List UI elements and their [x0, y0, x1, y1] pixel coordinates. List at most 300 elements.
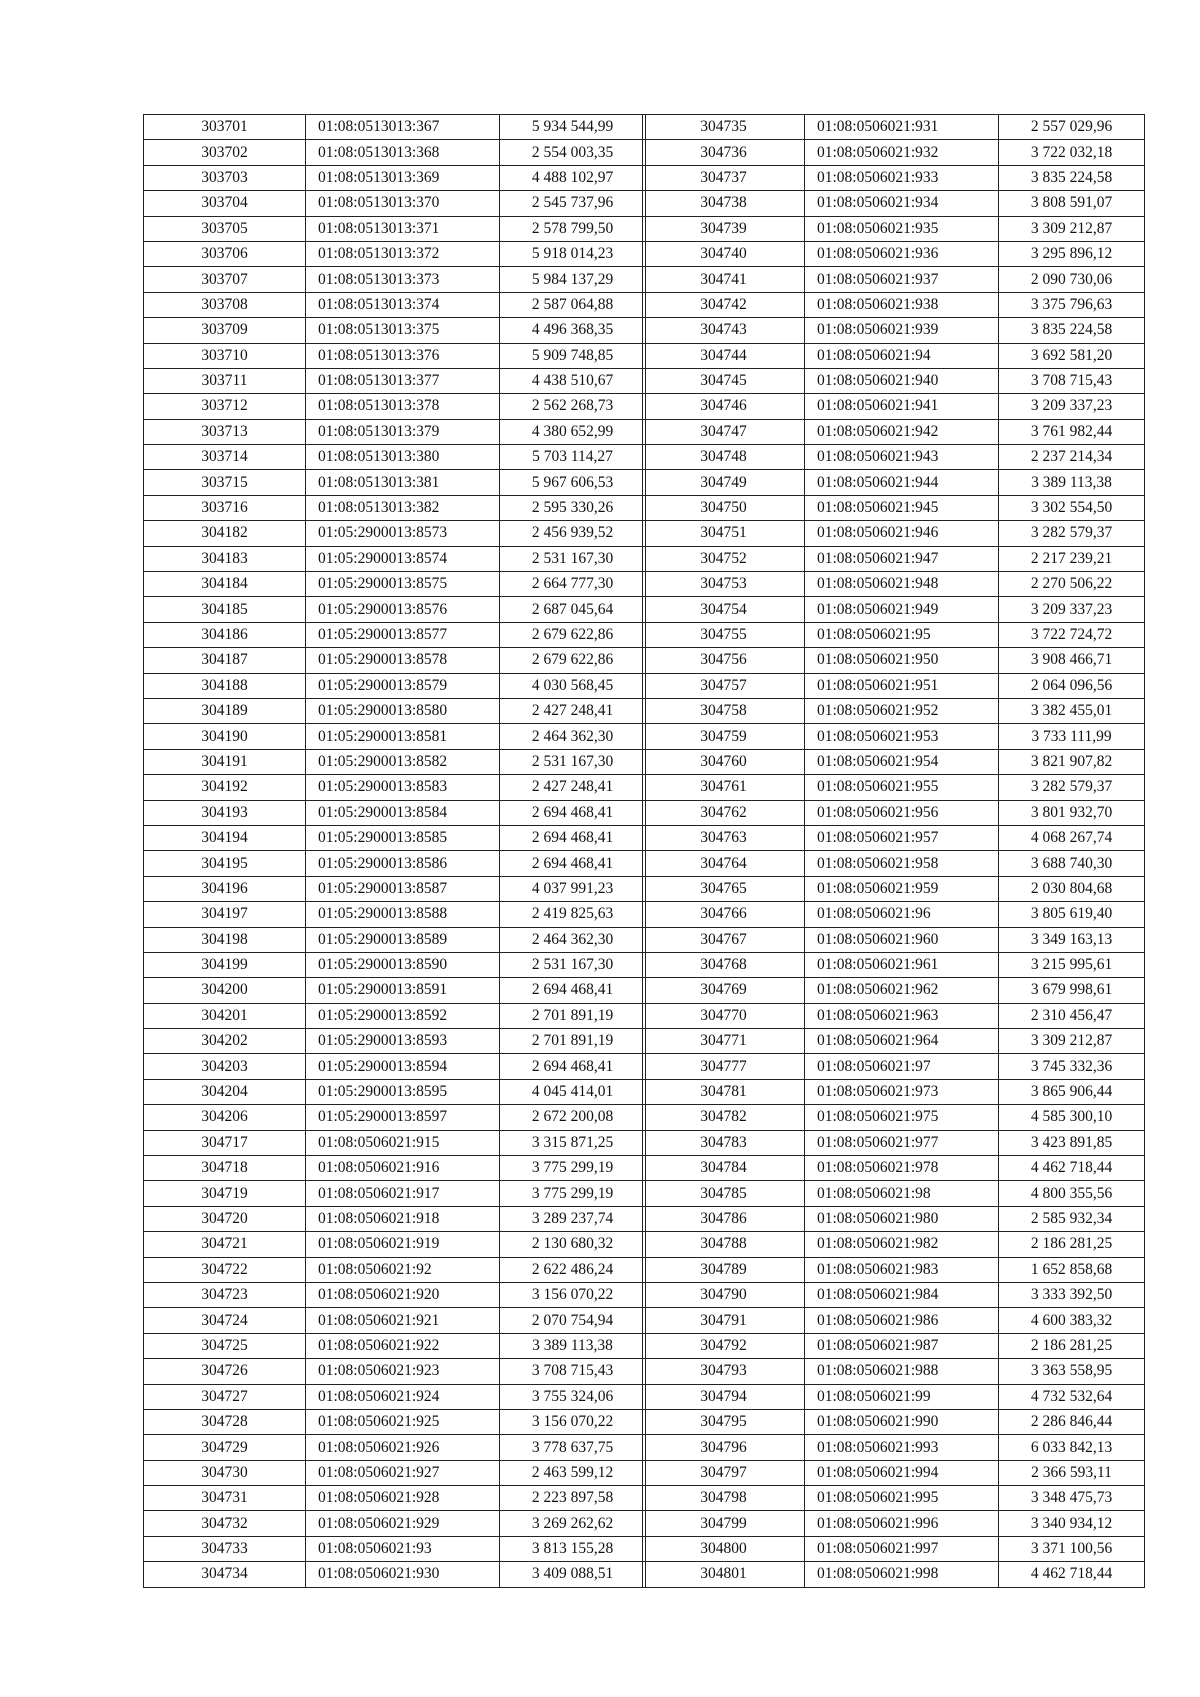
id-cell: 304754 — [643, 597, 805, 622]
cadastral-number-cell: 01:08:0506021:984 — [805, 1282, 999, 1307]
table-row — [643, 445, 1145, 470]
table-row — [144, 1308, 646, 1333]
cadastral-number-cell: 01:05:2900013:8579 — [306, 673, 500, 698]
value-cell: 2 223 897,58 — [500, 1486, 646, 1511]
id-cell: 303705 — [144, 216, 306, 241]
table-row — [643, 749, 1145, 774]
value-cell: 4 732 532,64 — [999, 1384, 1145, 1409]
table-row — [643, 343, 1145, 368]
table-row — [144, 1054, 646, 1079]
id-cell: 304765 — [643, 876, 805, 901]
value-cell: 2 186 281,25 — [999, 1333, 1145, 1358]
cadastral-number-cell: 01:05:2900013:8593 — [306, 1029, 500, 1054]
cadastral-number-cell: 01:08:0513013:368 — [306, 140, 500, 165]
value-cell: 2 286 846,44 — [999, 1409, 1145, 1434]
table-row — [643, 115, 1145, 140]
value-cell: 2 366 593,11 — [999, 1460, 1145, 1485]
value-cell: 3 348 475,73 — [999, 1486, 1145, 1511]
cadastral-number-cell: 01:08:0506021:958 — [805, 851, 999, 876]
table-row — [144, 191, 646, 216]
id-cell: 304735 — [643, 115, 805, 140]
id-cell: 304734 — [144, 1562, 306, 1587]
value-cell: 3 289 237,74 — [500, 1206, 646, 1231]
value-cell: 4 585 300,10 — [999, 1105, 1145, 1130]
value-cell: 2 531 167,30 — [500, 749, 646, 774]
value-cell: 4 068 267,74 — [999, 825, 1145, 850]
cadastral-number-cell: 01:08:0506021:938 — [805, 292, 999, 317]
value-cell: 4 037 991,23 — [500, 876, 646, 901]
cadastral-number-cell: 01:05:2900013:8597 — [306, 1105, 500, 1130]
cadastral-number-cell: 01:08:0506021:919 — [306, 1232, 500, 1257]
table-row — [144, 1435, 646, 1460]
value-cell: 3 302 554,50 — [999, 495, 1145, 520]
id-cell: 304725 — [144, 1333, 306, 1358]
cadastral-number-cell: 01:08:0506021:952 — [805, 698, 999, 723]
id-cell: 304190 — [144, 724, 306, 749]
cadastral-number-cell: 01:08:0506021:948 — [805, 572, 999, 597]
table-row — [144, 851, 646, 876]
id-cell: 304202 — [144, 1029, 306, 1054]
cadastral-number-cell: 01:08:0506021:990 — [805, 1409, 999, 1434]
cadastral-number-cell: 01:08:0506021:995 — [805, 1486, 999, 1511]
id-cell: 304719 — [144, 1181, 306, 1206]
cadastral-number-cell: 01:05:2900013:8592 — [306, 1003, 500, 1028]
id-cell: 304761 — [643, 775, 805, 800]
value-cell: 4 488 102,97 — [500, 165, 646, 190]
table-row — [144, 648, 646, 673]
value-cell: 3 423 891,85 — [999, 1130, 1145, 1155]
value-cell: 2 531 167,30 — [500, 952, 646, 977]
table-row — [144, 1105, 646, 1130]
value-cell: 3 315 871,25 — [500, 1130, 646, 1155]
value-cell: 3 692 581,20 — [999, 343, 1145, 368]
id-cell: 304182 — [144, 521, 306, 546]
value-cell: 4 045 414,01 — [500, 1079, 646, 1104]
cadastral-number-cell: 01:08:0506021:945 — [805, 495, 999, 520]
id-cell: 304801 — [643, 1562, 805, 1587]
cadastral-number-cell: 01:08:0506021:993 — [805, 1435, 999, 1460]
table-row — [643, 1384, 1145, 1409]
value-cell: 3 733 111,99 — [999, 724, 1145, 749]
cadastral-number-cell: 01:08:0513013:370 — [306, 191, 500, 216]
id-cell: 304720 — [144, 1206, 306, 1231]
cadastral-number-cell: 01:08:0513013:376 — [306, 343, 500, 368]
value-cell: 3 755 324,06 — [500, 1384, 646, 1409]
table-row — [643, 419, 1145, 444]
value-cell: 3 156 070,22 — [500, 1409, 646, 1434]
value-cell: 4 438 510,67 — [500, 368, 646, 393]
id-cell: 304192 — [144, 775, 306, 800]
value-cell: 3 375 796,63 — [999, 292, 1145, 317]
value-cell: 4 462 718,44 — [999, 1562, 1145, 1587]
value-cell: 2 130 680,32 — [500, 1232, 646, 1257]
id-cell: 304748 — [643, 445, 805, 470]
cadastral-number-cell: 01:08:0506021:937 — [805, 267, 999, 292]
id-cell: 304722 — [144, 1257, 306, 1282]
id-cell: 304790 — [643, 1282, 805, 1307]
table-row — [643, 318, 1145, 343]
table-row — [643, 952, 1145, 977]
id-cell: 304744 — [643, 343, 805, 368]
table-row — [144, 445, 646, 470]
id-cell: 304766 — [643, 902, 805, 927]
table-row — [643, 1181, 1145, 1206]
value-cell: 5 703 114,27 — [500, 445, 646, 470]
id-cell: 304729 — [144, 1435, 306, 1460]
table-row — [144, 724, 646, 749]
id-cell: 304794 — [643, 1384, 805, 1409]
table-row — [643, 1105, 1145, 1130]
value-cell: 3 722 032,18 — [999, 140, 1145, 165]
value-cell: 3 282 579,37 — [999, 521, 1145, 546]
table-row — [144, 1156, 646, 1181]
cadastral-number-cell: 01:08:0513013:380 — [306, 445, 500, 470]
value-cell: 3 688 740,30 — [999, 851, 1145, 876]
table-row — [643, 1460, 1145, 1485]
table-row — [643, 1511, 1145, 1536]
value-cell: 4 600 383,32 — [999, 1308, 1145, 1333]
table-row — [144, 597, 646, 622]
cadastral-number-cell: 01:08:0506021:928 — [306, 1486, 500, 1511]
value-cell: 3 282 579,37 — [999, 775, 1145, 800]
table-row — [643, 546, 1145, 571]
table-row — [144, 1409, 646, 1434]
value-cell: 3 340 934,12 — [999, 1511, 1145, 1536]
table-row — [144, 343, 646, 368]
value-cell: 2 419 825,63 — [500, 902, 646, 927]
value-cell: 5 984 137,29 — [500, 267, 646, 292]
cadastral-number-cell: 01:08:0506021:936 — [805, 241, 999, 266]
table-row — [144, 927, 646, 952]
value-cell: 3 775 299,19 — [500, 1181, 646, 1206]
value-cell: 2 578 799,50 — [500, 216, 646, 241]
cadastral-number-cell: 01:08:0506021:997 — [805, 1536, 999, 1561]
cadastral-number-cell: 01:08:0506021:940 — [805, 368, 999, 393]
table-row — [144, 978, 646, 1003]
value-cell: 5 967 606,53 — [500, 470, 646, 495]
id-cell: 304728 — [144, 1409, 306, 1434]
id-cell: 304758 — [643, 698, 805, 723]
cadastral-number-cell: 01:08:0506021:955 — [805, 775, 999, 800]
table-row — [144, 1257, 646, 1282]
table-row — [144, 1359, 646, 1384]
id-cell: 303715 — [144, 470, 306, 495]
value-cell: 3 708 715,43 — [500, 1359, 646, 1384]
id-cell: 303707 — [144, 267, 306, 292]
value-cell: 3 835 224,58 — [999, 318, 1145, 343]
value-cell: 4 380 652,99 — [500, 419, 646, 444]
table-row — [144, 495, 646, 520]
id-cell: 304741 — [643, 267, 805, 292]
value-cell: 2 531 167,30 — [500, 546, 646, 571]
value-cell: 2 672 200,08 — [500, 1105, 646, 1130]
value-cell: 2 456 939,52 — [500, 521, 646, 546]
table-row — [144, 1232, 646, 1257]
cadastral-number-cell: 01:08:0506021:932 — [805, 140, 999, 165]
value-cell: 6 033 842,13 — [999, 1435, 1145, 1460]
cadastral-number-cell: 01:08:0513013:369 — [306, 165, 500, 190]
id-cell: 304777 — [643, 1054, 805, 1079]
cadastral-number-cell: 01:05:2900013:8576 — [306, 597, 500, 622]
id-cell: 303703 — [144, 165, 306, 190]
id-cell: 304733 — [144, 1536, 306, 1561]
cadastral-number-cell: 01:08:0506021:917 — [306, 1181, 500, 1206]
id-cell: 303701 — [144, 115, 306, 140]
table-row — [643, 673, 1145, 698]
cadastral-number-cell: 01:08:0506021:922 — [306, 1333, 500, 1358]
cadastral-number-cell: 01:05:2900013:8582 — [306, 749, 500, 774]
id-cell: 304759 — [643, 724, 805, 749]
table-row — [643, 1257, 1145, 1282]
id-cell: 304781 — [643, 1079, 805, 1104]
id-cell: 304198 — [144, 927, 306, 952]
id-cell: 304750 — [643, 495, 805, 520]
id-cell: 304732 — [144, 1511, 306, 1536]
cadastral-number-cell: 01:05:2900013:8587 — [306, 876, 500, 901]
id-cell: 304730 — [144, 1460, 306, 1485]
value-cell: 2 694 468,41 — [500, 825, 646, 850]
id-cell: 304768 — [643, 952, 805, 977]
cadastral-number-cell: 01:08:0506021:94 — [805, 343, 999, 368]
table-row — [643, 851, 1145, 876]
id-cell: 304800 — [643, 1536, 805, 1561]
table-row — [144, 546, 646, 571]
cadastral-number-cell: 01:08:0506021:916 — [306, 1156, 500, 1181]
table-row — [144, 902, 646, 927]
cadastral-number-cell: 01:08:0506021:935 — [805, 216, 999, 241]
cadastral-number-cell: 01:08:0506021:925 — [306, 1409, 500, 1434]
table-row — [643, 1333, 1145, 1358]
value-cell: 4 496 368,35 — [500, 318, 646, 343]
table-row — [643, 267, 1145, 292]
table-row — [643, 368, 1145, 393]
id-cell: 304727 — [144, 1384, 306, 1409]
value-cell: 3 269 262,62 — [500, 1511, 646, 1536]
value-cell: 2 679 622,86 — [500, 648, 646, 673]
value-cell: 2 090 730,06 — [999, 267, 1145, 292]
value-cell: 2 237 214,34 — [999, 445, 1145, 470]
id-cell: 304746 — [643, 394, 805, 419]
table-row — [144, 1079, 646, 1104]
cadastral-number-cell: 01:08:0513013:379 — [306, 419, 500, 444]
table-row — [144, 1130, 646, 1155]
id-cell: 304789 — [643, 1257, 805, 1282]
table-row — [643, 1054, 1145, 1079]
table-row — [643, 394, 1145, 419]
id-cell: 304745 — [643, 368, 805, 393]
table-row — [643, 1232, 1145, 1257]
value-cell: 2 557 029,96 — [999, 115, 1145, 140]
id-cell: 304196 — [144, 876, 306, 901]
cadastral-number-cell: 01:05:2900013:8595 — [306, 1079, 500, 1104]
id-cell: 303706 — [144, 241, 306, 266]
table-row — [643, 1562, 1145, 1587]
cadastral-number-cell: 01:05:2900013:8580 — [306, 698, 500, 723]
id-cell: 304769 — [643, 978, 805, 1003]
value-cell: 3 745 332,36 — [999, 1054, 1145, 1079]
cadastral-number-cell: 01:05:2900013:8581 — [306, 724, 500, 749]
table-right — [642, 114, 1145, 1588]
cadastral-number-cell: 01:08:0506021:973 — [805, 1079, 999, 1104]
cadastral-number-cell: 01:08:0506021:949 — [805, 597, 999, 622]
id-cell: 304717 — [144, 1130, 306, 1155]
id-cell: 304184 — [144, 572, 306, 597]
id-cell: 304723 — [144, 1282, 306, 1307]
value-cell: 3 908 466,71 — [999, 648, 1145, 673]
cadastral-number-cell: 01:08:0513013:374 — [306, 292, 500, 317]
table-row — [643, 927, 1145, 952]
table-row — [144, 1029, 646, 1054]
cadastral-number-cell: 01:08:0506021:918 — [306, 1206, 500, 1231]
table-row — [643, 1359, 1145, 1384]
value-cell: 3 722 724,72 — [999, 622, 1145, 647]
value-cell: 3 761 982,44 — [999, 419, 1145, 444]
cadastral-number-cell: 01:05:2900013:8591 — [306, 978, 500, 1003]
value-cell: 3 389 113,38 — [999, 470, 1145, 495]
table-row — [643, 292, 1145, 317]
value-cell: 4 800 355,56 — [999, 1181, 1145, 1206]
table-row — [144, 1536, 646, 1561]
cadastral-number-cell: 01:05:2900013:8574 — [306, 546, 500, 571]
value-cell: 3 389 113,38 — [500, 1333, 646, 1358]
value-cell: 2 694 468,41 — [500, 851, 646, 876]
table-row — [643, 1029, 1145, 1054]
id-cell: 304739 — [643, 216, 805, 241]
id-cell: 304753 — [643, 572, 805, 597]
id-cell: 304762 — [643, 800, 805, 825]
table-row — [643, 1206, 1145, 1231]
table-row — [643, 597, 1145, 622]
value-cell: 3 209 337,23 — [999, 597, 1145, 622]
id-cell: 304751 — [643, 521, 805, 546]
cadastral-number-cell: 01:08:0506021:923 — [306, 1359, 500, 1384]
value-cell: 2 554 003,35 — [500, 140, 646, 165]
value-cell: 3 156 070,22 — [500, 1282, 646, 1307]
value-cell: 3 382 455,01 — [999, 698, 1145, 723]
id-cell: 303714 — [144, 445, 306, 470]
cadastral-number-cell: 01:08:0506021:956 — [805, 800, 999, 825]
id-cell: 304189 — [144, 698, 306, 723]
cadastral-number-cell: 01:08:0506021:959 — [805, 876, 999, 901]
table-row — [144, 673, 646, 698]
cadastral-number-cell: 01:08:0506021:960 — [805, 927, 999, 952]
id-cell: 304743 — [643, 318, 805, 343]
cadastral-number-cell: 01:08:0506021:929 — [306, 1511, 500, 1536]
id-cell: 304721 — [144, 1232, 306, 1257]
cadastral-number-cell: 01:08:0506021:924 — [306, 1384, 500, 1409]
cadastral-number-cell: 01:08:0506021:953 — [805, 724, 999, 749]
table-row — [144, 1562, 646, 1587]
id-cell: 304795 — [643, 1409, 805, 1434]
id-cell: 303713 — [144, 419, 306, 444]
value-cell: 2 464 362,30 — [500, 724, 646, 749]
value-cell: 3 349 163,13 — [999, 927, 1145, 952]
id-cell: 303710 — [144, 343, 306, 368]
id-cell: 304191 — [144, 749, 306, 774]
id-cell: 303702 — [144, 140, 306, 165]
value-cell: 2 270 506,22 — [999, 572, 1145, 597]
id-cell: 304747 — [643, 419, 805, 444]
table-row — [643, 825, 1145, 850]
table-row — [643, 1003, 1145, 1028]
cadastral-number-cell: 01:08:0506021:915 — [306, 1130, 500, 1155]
cadastral-number-cell: 01:08:0506021:986 — [805, 1308, 999, 1333]
cadastral-number-cell: 01:08:0506021:957 — [805, 825, 999, 850]
table-row — [643, 800, 1145, 825]
value-cell: 2 427 248,41 — [500, 775, 646, 800]
value-cell: 3 363 558,95 — [999, 1359, 1145, 1384]
cadastral-number-cell: 01:08:0506021:978 — [805, 1156, 999, 1181]
cadastral-number-cell: 01:08:0513013:373 — [306, 267, 500, 292]
table-row — [643, 470, 1145, 495]
id-cell: 304782 — [643, 1105, 805, 1130]
value-cell: 4 462 718,44 — [999, 1156, 1145, 1181]
value-cell: 2 310 456,47 — [999, 1003, 1145, 1028]
table-row — [144, 368, 646, 393]
value-cell: 2 694 468,41 — [500, 978, 646, 1003]
cadastral-number-cell: 01:08:0513013:377 — [306, 368, 500, 393]
cadastral-number-cell: 01:08:0506021:933 — [805, 165, 999, 190]
cadastral-number-cell: 01:08:0506021:921 — [306, 1308, 500, 1333]
table-row — [643, 775, 1145, 800]
cadastral-number-cell: 01:08:0506021:92 — [306, 1257, 500, 1282]
table-row — [144, 1003, 646, 1028]
table-row — [144, 521, 646, 546]
id-cell: 304786 — [643, 1206, 805, 1231]
id-cell: 303716 — [144, 495, 306, 520]
cadastral-number-cell: 01:05:2900013:8589 — [306, 927, 500, 952]
table-row — [144, 419, 646, 444]
cadastral-number-cell: 01:08:0506021:95 — [805, 622, 999, 647]
cadastral-number-cell: 01:08:0506021:947 — [805, 546, 999, 571]
id-cell: 304791 — [643, 1308, 805, 1333]
cadastral-number-cell: 01:08:0506021:97 — [805, 1054, 999, 1079]
table-row — [144, 622, 646, 647]
table-row — [643, 216, 1145, 241]
id-cell: 303712 — [144, 394, 306, 419]
table-row — [144, 876, 646, 901]
id-cell: 304760 — [643, 749, 805, 774]
id-cell: 304185 — [144, 597, 306, 622]
id-cell: 304194 — [144, 825, 306, 850]
table-row — [144, 165, 646, 190]
value-cell: 2 687 045,64 — [500, 597, 646, 622]
id-cell: 304763 — [643, 825, 805, 850]
cadastral-number-cell: 01:08:0506021:963 — [805, 1003, 999, 1028]
cadastral-number-cell: 01:08:0506021:939 — [805, 318, 999, 343]
table-row — [144, 572, 646, 597]
table-row — [643, 191, 1145, 216]
value-cell: 2 679 622,86 — [500, 622, 646, 647]
table-row — [643, 495, 1145, 520]
table-row — [643, 1079, 1145, 1104]
value-cell: 3 708 715,43 — [999, 368, 1145, 393]
table-row — [144, 1282, 646, 1307]
id-cell: 304798 — [643, 1486, 805, 1511]
id-cell: 304793 — [643, 1359, 805, 1384]
cadastral-number-cell: 01:08:0506021:951 — [805, 673, 999, 698]
table-row — [144, 749, 646, 774]
value-cell: 2 427 248,41 — [500, 698, 646, 723]
value-cell: 3 309 212,87 — [999, 1029, 1145, 1054]
table-row — [643, 1486, 1145, 1511]
cadastral-number-cell: 01:05:2900013:8586 — [306, 851, 500, 876]
id-cell: 304738 — [643, 191, 805, 216]
table-row — [144, 952, 646, 977]
cadastral-number-cell: 01:05:2900013:8577 — [306, 622, 500, 647]
value-cell: 5 934 544,99 — [500, 115, 646, 140]
table-row — [643, 622, 1145, 647]
